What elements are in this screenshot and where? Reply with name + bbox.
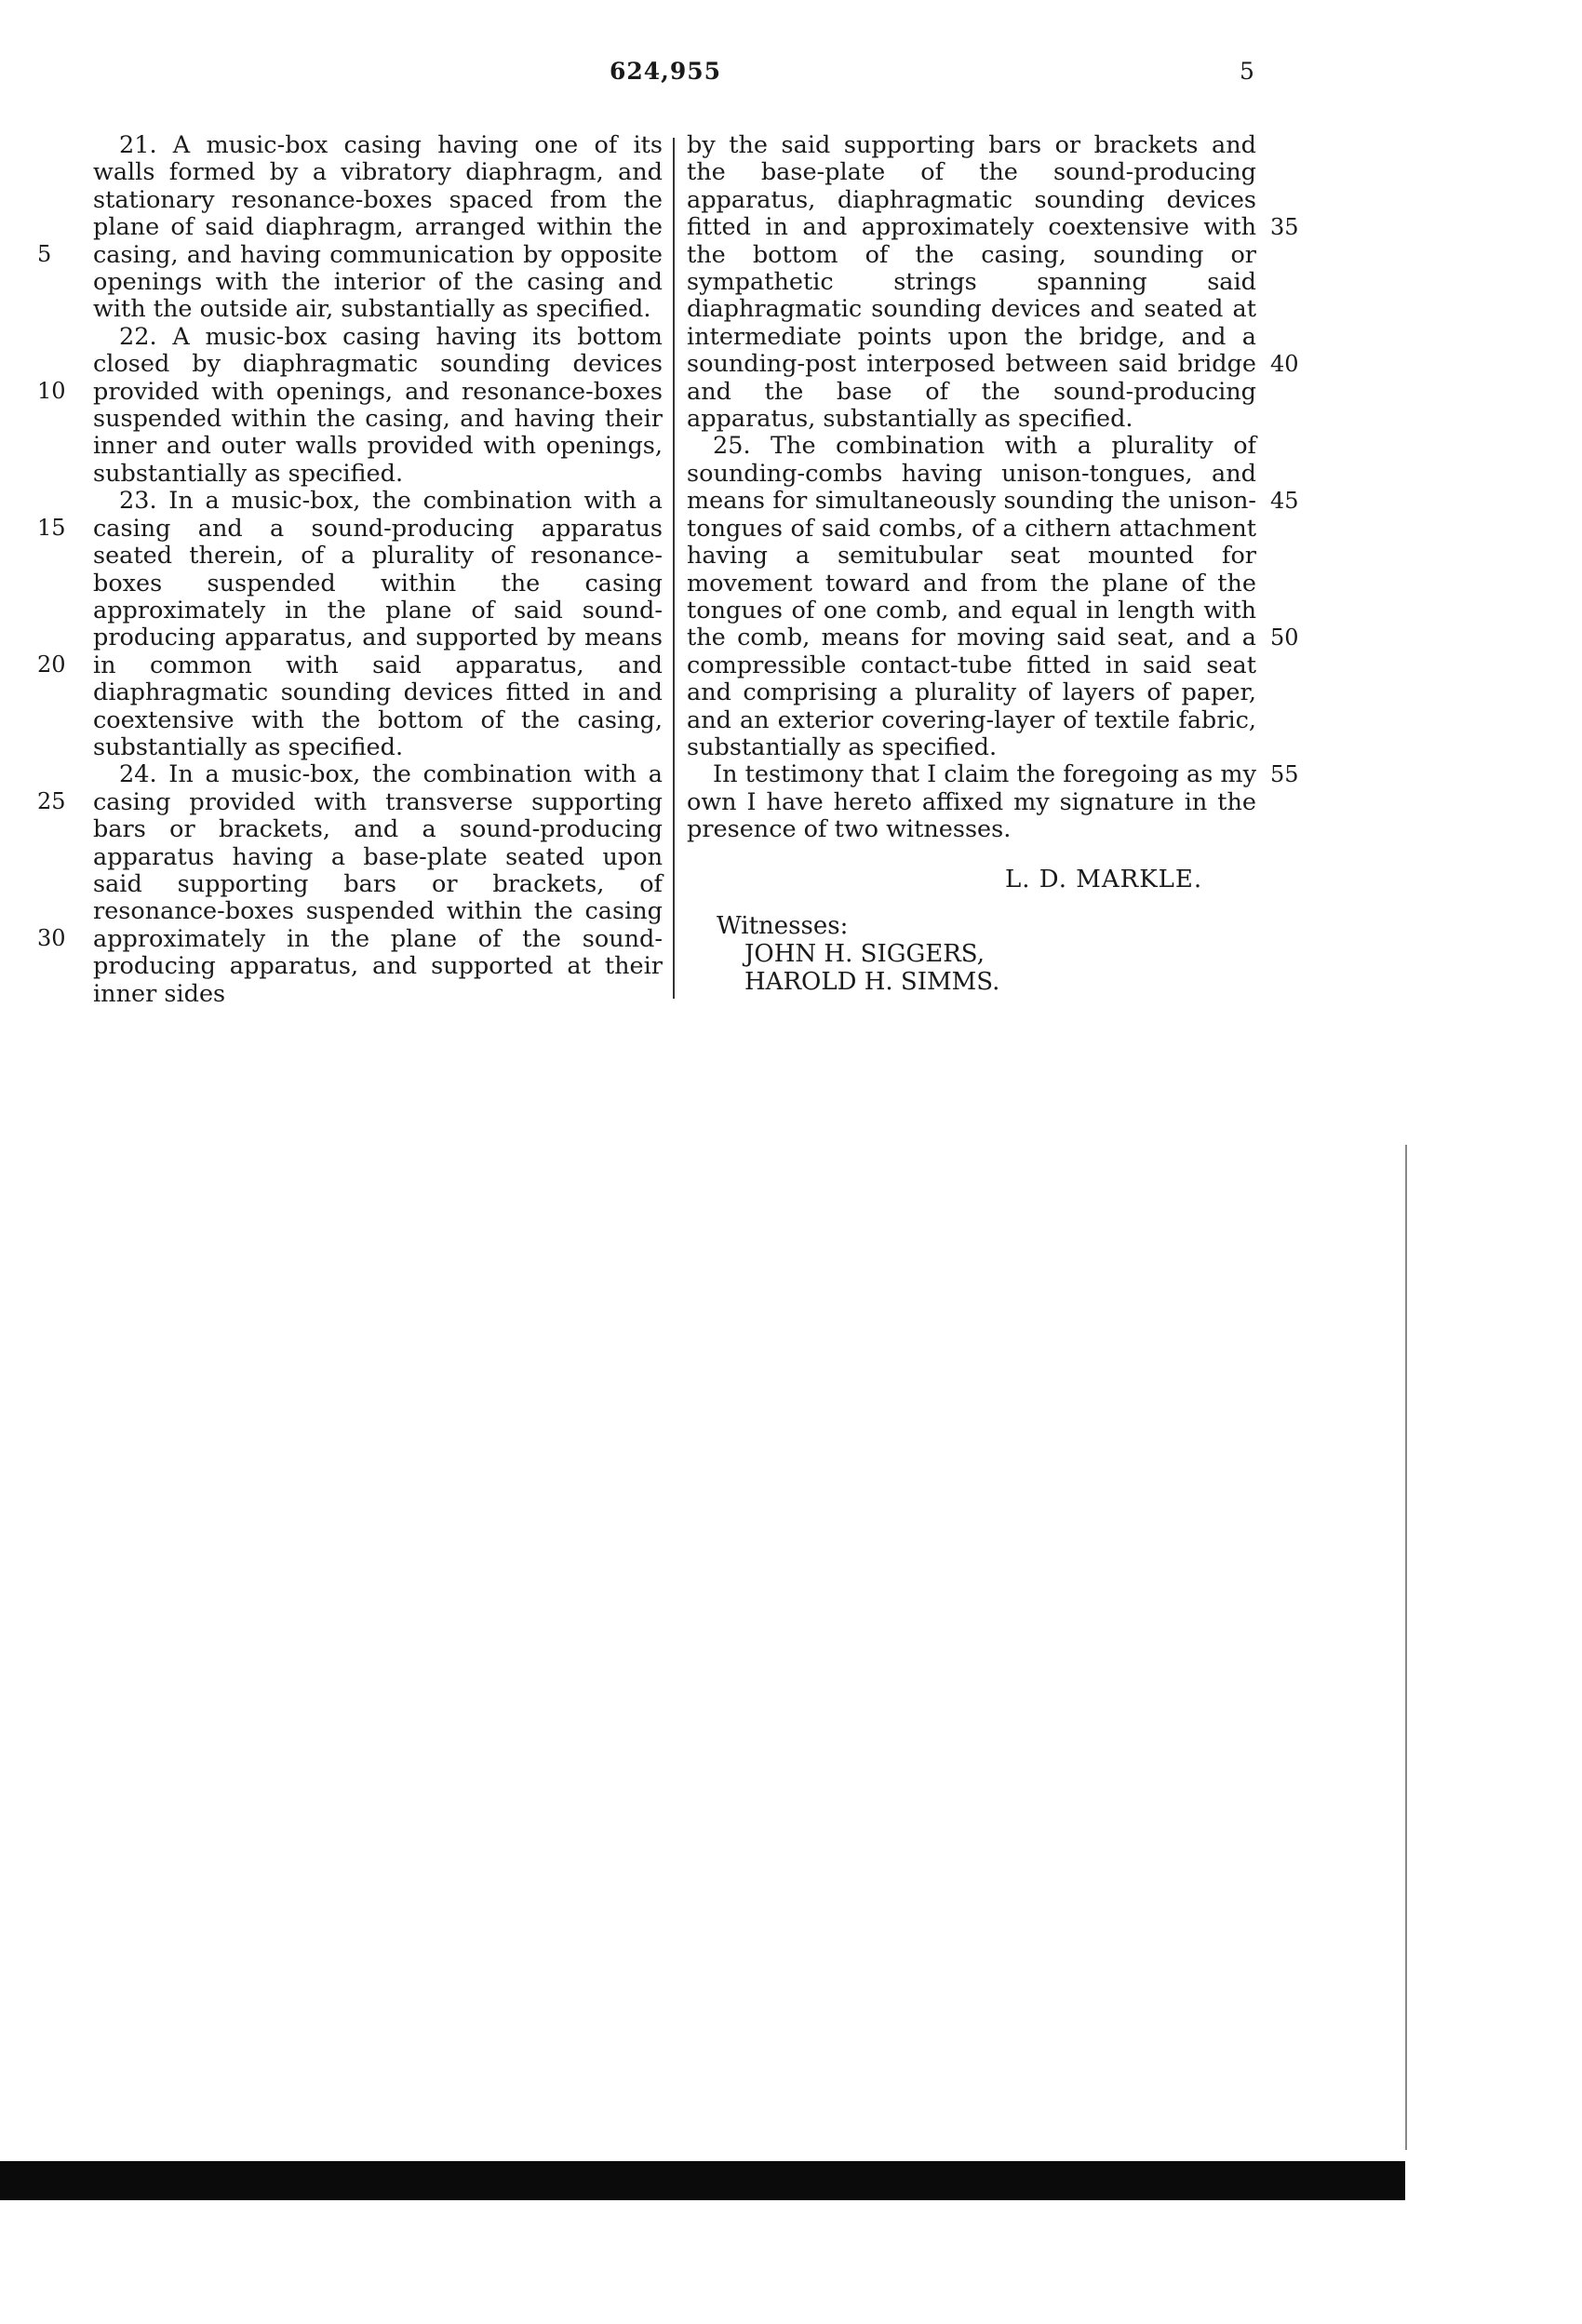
witness-name: HAROLD H. SIMMS. <box>744 968 1000 996</box>
line-number: 25 <box>37 788 66 814</box>
claim-24: 24. In a music-box, the combination with a casing provided with transverse supporting bars or brackets, and a sound-producing apparatus having a base-plate seated upon said supporting bars or brackets, of resonance-boxes suspended within the casing approximately in the plane of the sound-producing apparatus, and supported at their inner sides <box>93 760 663 1008</box>
column-divider <box>673 138 675 999</box>
line-number: 45 <box>1270 488 1299 514</box>
line-number: 20 <box>37 652 66 678</box>
line-number: 30 <box>37 925 66 951</box>
line-number: 10 <box>37 378 66 404</box>
scan-edge-line <box>1405 1145 1407 2150</box>
left-column <box>93 132 663 1008</box>
witnesses-label: Witnesses: <box>717 912 849 940</box>
scan-margin <box>1405 2159 1582 2324</box>
claim-25: 25. The combination with a plurality of sounding-combs having unison-tongues, and means for simultaneously sounding the unison-tongues of said combs, of a cithern attachment having a semitubular seat mounted for movement toward and from the plane of the tongues of one comb, and equal in length with the comb, means for moving said seat, and a compressible contact-tube fitted in said seat and comprising a plurality of layers of paper, and an exterior covering-layer of textile fabric, substantially as specified. <box>687 432 1256 761</box>
claim-24-continued: by the said supporting bars or brackets and the base-plate of the sound-producing apparatus, diaphragmatic sounding devices fitted in and approximately coextensive with the bottom of the casing, sounding or sympathetic strings spanning said diaphragmatic sounding devices and seated at intermediate points upon the bridge, and a sounding-post interposed between said bridge and the base of the sound-producing apparatus, substantially as specified. <box>687 131 1256 434</box>
line-number: 40 <box>1270 351 1299 377</box>
witness-name: JOHN H. SIGGERS, <box>744 940 985 968</box>
page-number: 5 <box>1240 58 1254 85</box>
line-number: 50 <box>1270 625 1299 651</box>
line-number: 5 <box>37 241 52 267</box>
inventor-signature: L. D. MARKLE. <box>1005 866 1203 893</box>
line-number: 55 <box>1270 761 1299 787</box>
line-number: 35 <box>1270 214 1299 240</box>
right-column <box>687 132 1256 844</box>
patent-number: 624,955 <box>610 58 722 85</box>
claim-23: 23. In a music-box, the combination with a casing and a sound-producing apparatus seated therein, of a plurality of resonance-boxes suspended within the casing approximately in the plane of said sound-producing apparatus, and supported by means in common with said apparatus, and diaphragmatic sounding devices fitted in and coextensive with the bottom of the casing, substantially as specified. <box>93 487 663 761</box>
scan-edge-shadow <box>0 2161 1405 2200</box>
page-header <box>0 58 1582 95</box>
testimony: In testimony that I claim the foregoing as my own I have hereto affixed my signature in the presence of two witnesses. <box>687 760 1256 844</box>
line-number: 15 <box>37 515 66 541</box>
claim-21: 21. A music-box casing having one of its walls formed by a vibratory diaphragm, and stationary resonance-boxes spaced from the plane of said diaphragm, arranged within the casing, and having communication by opposite openings with the interior of the casing and with the outside air, substantially as specified. <box>93 131 663 324</box>
claim-22: 22. A music-box casing having its bottom closed by diaphragmatic sounding devices provided with openings, and resonance-boxes suspended within the casing, and having their inner and outer walls provided with openings, substantially as specified. <box>93 322 663 488</box>
